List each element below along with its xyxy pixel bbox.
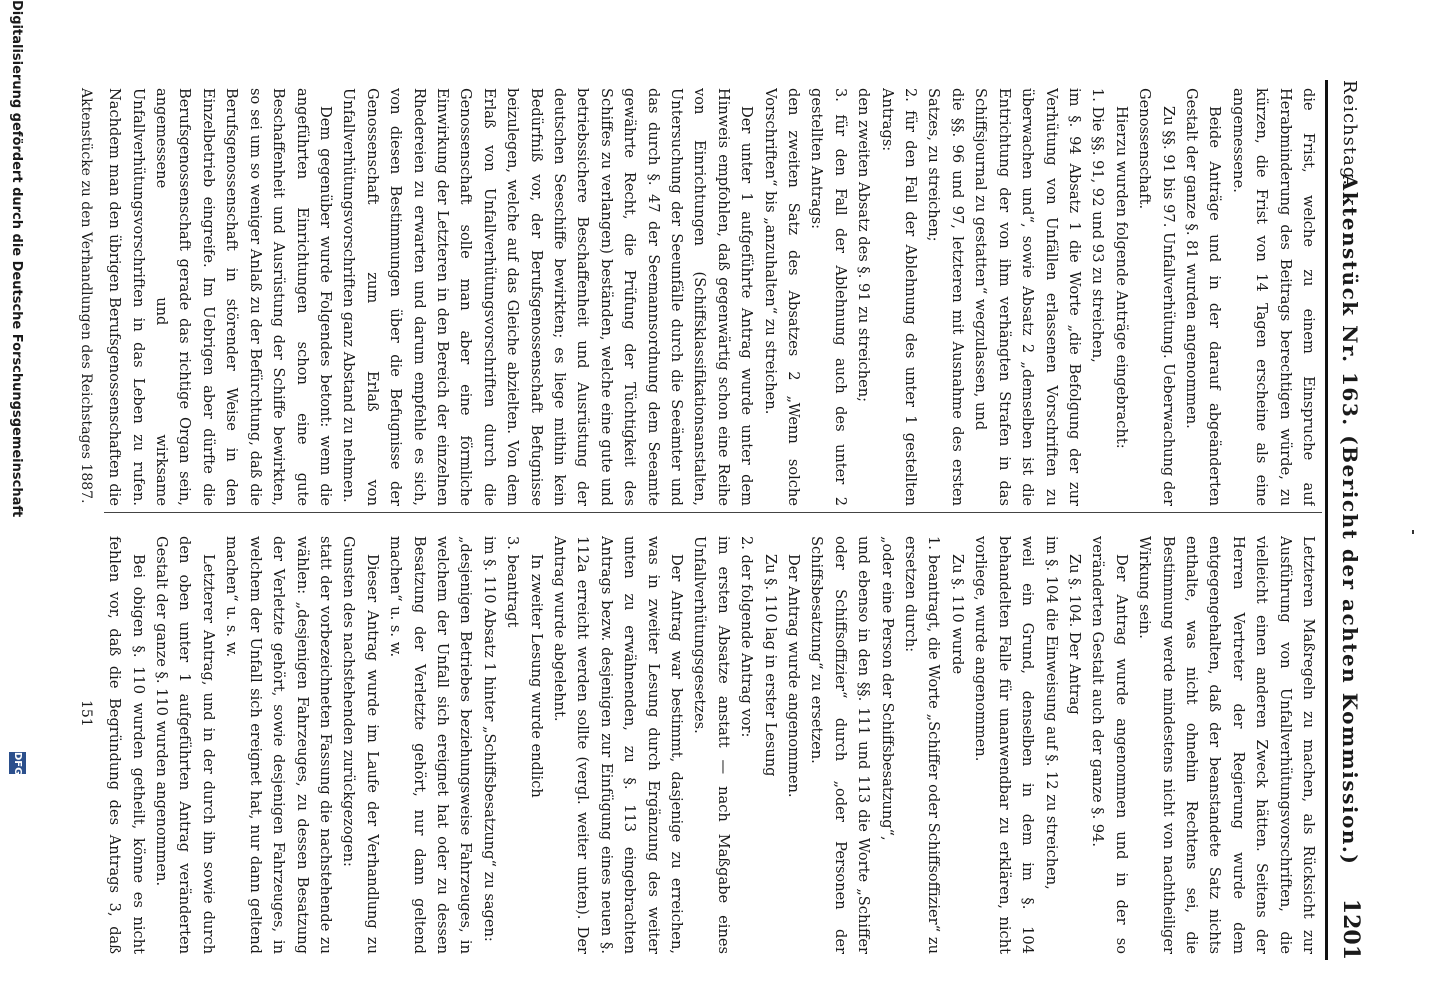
paragraph: 3. für den Fall der Ablehnung auch des unter 2 gestellten Antrags: [808, 88, 849, 506]
paragraph: im §. 110 Absatz 1 hinter „Schiffsbesatzung“ zu sagen: [480, 536, 498, 942]
left-column [105, 88, 1320, 506]
stamp-text: Digitalisierung gefördert durch die Deutsche Forschungsgemeinschaft [9, 0, 24, 518]
digitization-stamp [0, 0, 28, 990]
paragraph: „oder eine Person der Schiffsbesatzung“, [878, 536, 896, 841]
paragraph: Zu §. 104. Der Antrag [1065, 554, 1083, 715]
header-page-number: 1201 [1338, 898, 1364, 960]
header-title-main: Aktenstück Nr. 163. [1338, 174, 1362, 427]
paragraph: Zu §. 110 wurde [948, 554, 966, 675]
paragraph: 1. beantragt, die Worte „Schiffer oder Schiffsoffizier“ zu ersetzen durch: [902, 536, 943, 954]
paragraph: Bei obigen §. 110 wurden getheilt, könne es nicht fehlen vor, daß die Begründung des Antrags 3, daß [106, 536, 147, 954]
paragraph: Der unter 1 aufgeführte Antrag wurde unter dem Hinweis empfohlen, daß gegenwärtig schon eine Reihe von Einrichtungen (Schiffsklassifikationsanstalten, Untersuchung der Seeunfälle durch die Seeämter und das durch §. 47 der Seemannsordnung dem Seeamte gewährte Recht, die Prüfung der Tüchtigkeit des Schiffes zu verlangen) beständen, welche eine gute und betriebssichere Beschaffenheit und Ausrüstung der deutschen Seeschiffe bewirkten; es liege mithin kein Bedürfniß vor, der Berufsgenossenschaft Befugnisse beizulegen, welche auf das Gleiche abzielten. Von dem Erlaß von Unfallverhütungsvorschriften durch die Genossenschaft solle man aber eine förmliche Einwirkung der Letzteren in den Bereich der einzelnen Rhedereien zu erwarten und darum empfehle es sich, von diesen Bestimmungen über die Befugnisse der Genossenschaft zum Erlaß von Unfallverhütungsvorschriften ganz Abstand zu nehmen. [340, 88, 756, 506]
paragraph: Zu §. 110 lag in erster Lesung [761, 554, 779, 777]
paragraph: die §§. 96 und 97, letzteren mit Ausnahme des ersten Satzes, zu streichen; [925, 88, 966, 506]
paragraph: Der Antrag wurde angenommen und in der so veränderten Gestalt auch der ganze §. 94. [1089, 536, 1130, 954]
paragraph: 3. beantragt [504, 536, 522, 628]
paragraph: Hierzu wurden folgende Anträge eingebracht: [1112, 106, 1130, 449]
paragraph: „desjenigen Betriebes beziehungsweise Fahrzeuges, in welchem der Unfall sich ereignet hat oder zu dessen Besatzung der Verletzte gehört, nur dann geltend machen“ u. s. w. [387, 536, 475, 954]
header-left: Reichstag. [1339, 80, 1360, 187]
paragraph: statt der vorbezeichneten Fassung die nachstehende zu wählen: „desjenigen Fahrzeuges, zu dessen Besatzung der Verletzte gehört, sowie desjenigen Fahrzeuges, in welchem der Unfall sich ereignet hat, nur dann geltend machen“ u. s. w. [223, 536, 334, 954]
paragraph: den zweiten Absatz des §. 91 zu streichen; [855, 88, 873, 403]
dfg-logo: DFG [9, 752, 26, 774]
paragraph: und ebenso in den §§. 111 und 113 die Worte „Schiffer oder Schiffsoffizier“ durch „oder Personen der Schiffsbesatzung“ zu ersetzen. [808, 536, 873, 954]
column-divider [104, 512, 1322, 513]
footer-page-number: 151 [78, 700, 94, 727]
header-title-sub: (Bericht der achten Kommission.) [1338, 435, 1362, 866]
scan-speck [1412, 530, 1414, 534]
paragraph: im ersten Absatze anstatt — nach Maßgabe eines Unfallverhütungsgesetzes. [691, 536, 732, 954]
paragraph: 2. für den Fall der Ablehnung des unter 1 gestellten Antrags: [878, 88, 920, 506]
header-title [1338, 80, 1362, 960]
paragraph: Zu §§. 91 bis 97. Unfallverhütung. Ueberwachung der Genossenschaft. [1136, 88, 1177, 506]
paragraph: die Frist, welche zu einem Einspruche auf Herabminderung des Beitrags berechtigen würde, zu kürzen, die Frist von 14 Tagen erscheine als eine angemessene. [1229, 88, 1317, 506]
paragraph: im §. 94 Absatz 1 die Worte „die Befolgung der zur Verhütung von Unfällen erlassenen Vorschriften zu überwachen und“, sowie Absatz 2 „demselben ist die Entrichtung der von ihm verhängten Strafen in das Schiffsjournal zu gestatten“ wegzulassen, und [972, 88, 1083, 506]
paragraph: Dem gegenüber wurde Folgendes betont: wenn die angeführten Einrichtungen schon eine gute Beschaffenheit und Ausrüstung der Schiffe bewirkten, so sei um so weniger Anlaß zu der Befürchtung, daß die Berufsgenossenschaft in störender Weise in den Einzelbetrieb eingreife. Im Uebrigen aber dürfte die Berufsgenossenschaft gerade das richtige Organ sein, angemessene und wirksame Unfallverhütungsvorschriften in das Leben zu rufen. Nachdem man den übrigen Berufsgenossenschaften die [106, 88, 334, 506]
paragraph: Der Antrag war bestimmt, dasjenige zu erreichen, was in zweiter Lesung durch Ergänzung des weiter unten zu erwähnenden, zu §. 113 eingebrachten Antrags bezw. desjenigen zur Einfügung eines neuen §. 112a erreicht werden sollte (vergl. weiter unten). Der Antrag wurde abgelehnt. [551, 536, 686, 954]
paragraph: weil ein Grund, denselben in dem im §. 104 behandelten Falle für unanwendbar zu erklären, nicht vorliege, wurde angenommen. [972, 536, 1037, 954]
paragraph: Der Antrag wurde angenommen. [785, 554, 803, 798]
paragraph: im §. 104 die Einweisung auf §. 12 zu streichen, [1042, 536, 1060, 890]
paragraph: den zweiten Satz des Absatzes 2 „Wenn solche Vorschriften“ bis „anzuhalten“ zu streichen. [761, 88, 803, 506]
paragraph: In zweiter Lesung wurde endlich [527, 554, 545, 798]
paragraph: Dieser Antrag wurde im Laufe der Verhandlung zu Gunsten des nachstehenden zurückgezogen: [340, 536, 381, 954]
paragraph: Beide Anträge und in der darauf abgeänderten Gestalt der ganze §. 81 wurden angenommen. [1182, 88, 1224, 506]
paragraph: 2. der folgende Antrag vor: [738, 536, 756, 738]
page-header [1330, 80, 1364, 960]
paragraph: Letzteren Maßregeln zu machen, als Rücksicht zur Ausführung von Unfallverhütungsvorschriften, die vielleicht einen anderen Zweck hätten. Seitens der Herren Vertreter der Regierung wurde dem entgegengehalten, daß der beanstandete Satz nichts enthalte, was nicht ohnehin Rechtens sei, die Bestimmung werde mindestens nicht von nachtheiliger Wirkung sein. [1136, 536, 1317, 954]
paragraph: 1. Die §§. 91, 92 und 93 zu streichen, [1089, 88, 1107, 363]
header-rule [1325, 80, 1328, 960]
right-column [105, 536, 1320, 954]
paragraph: Letzterer Antrag, und in der durch ihn sowie durch den oben unter 1 aufgeführten Antrag veränderten Gestalt der ganze §. 110 wurden angenommen. [153, 536, 217, 954]
footer-note: Aktenstücke zu den Verhandlungen des Reichstages 1887. [78, 88, 94, 504]
